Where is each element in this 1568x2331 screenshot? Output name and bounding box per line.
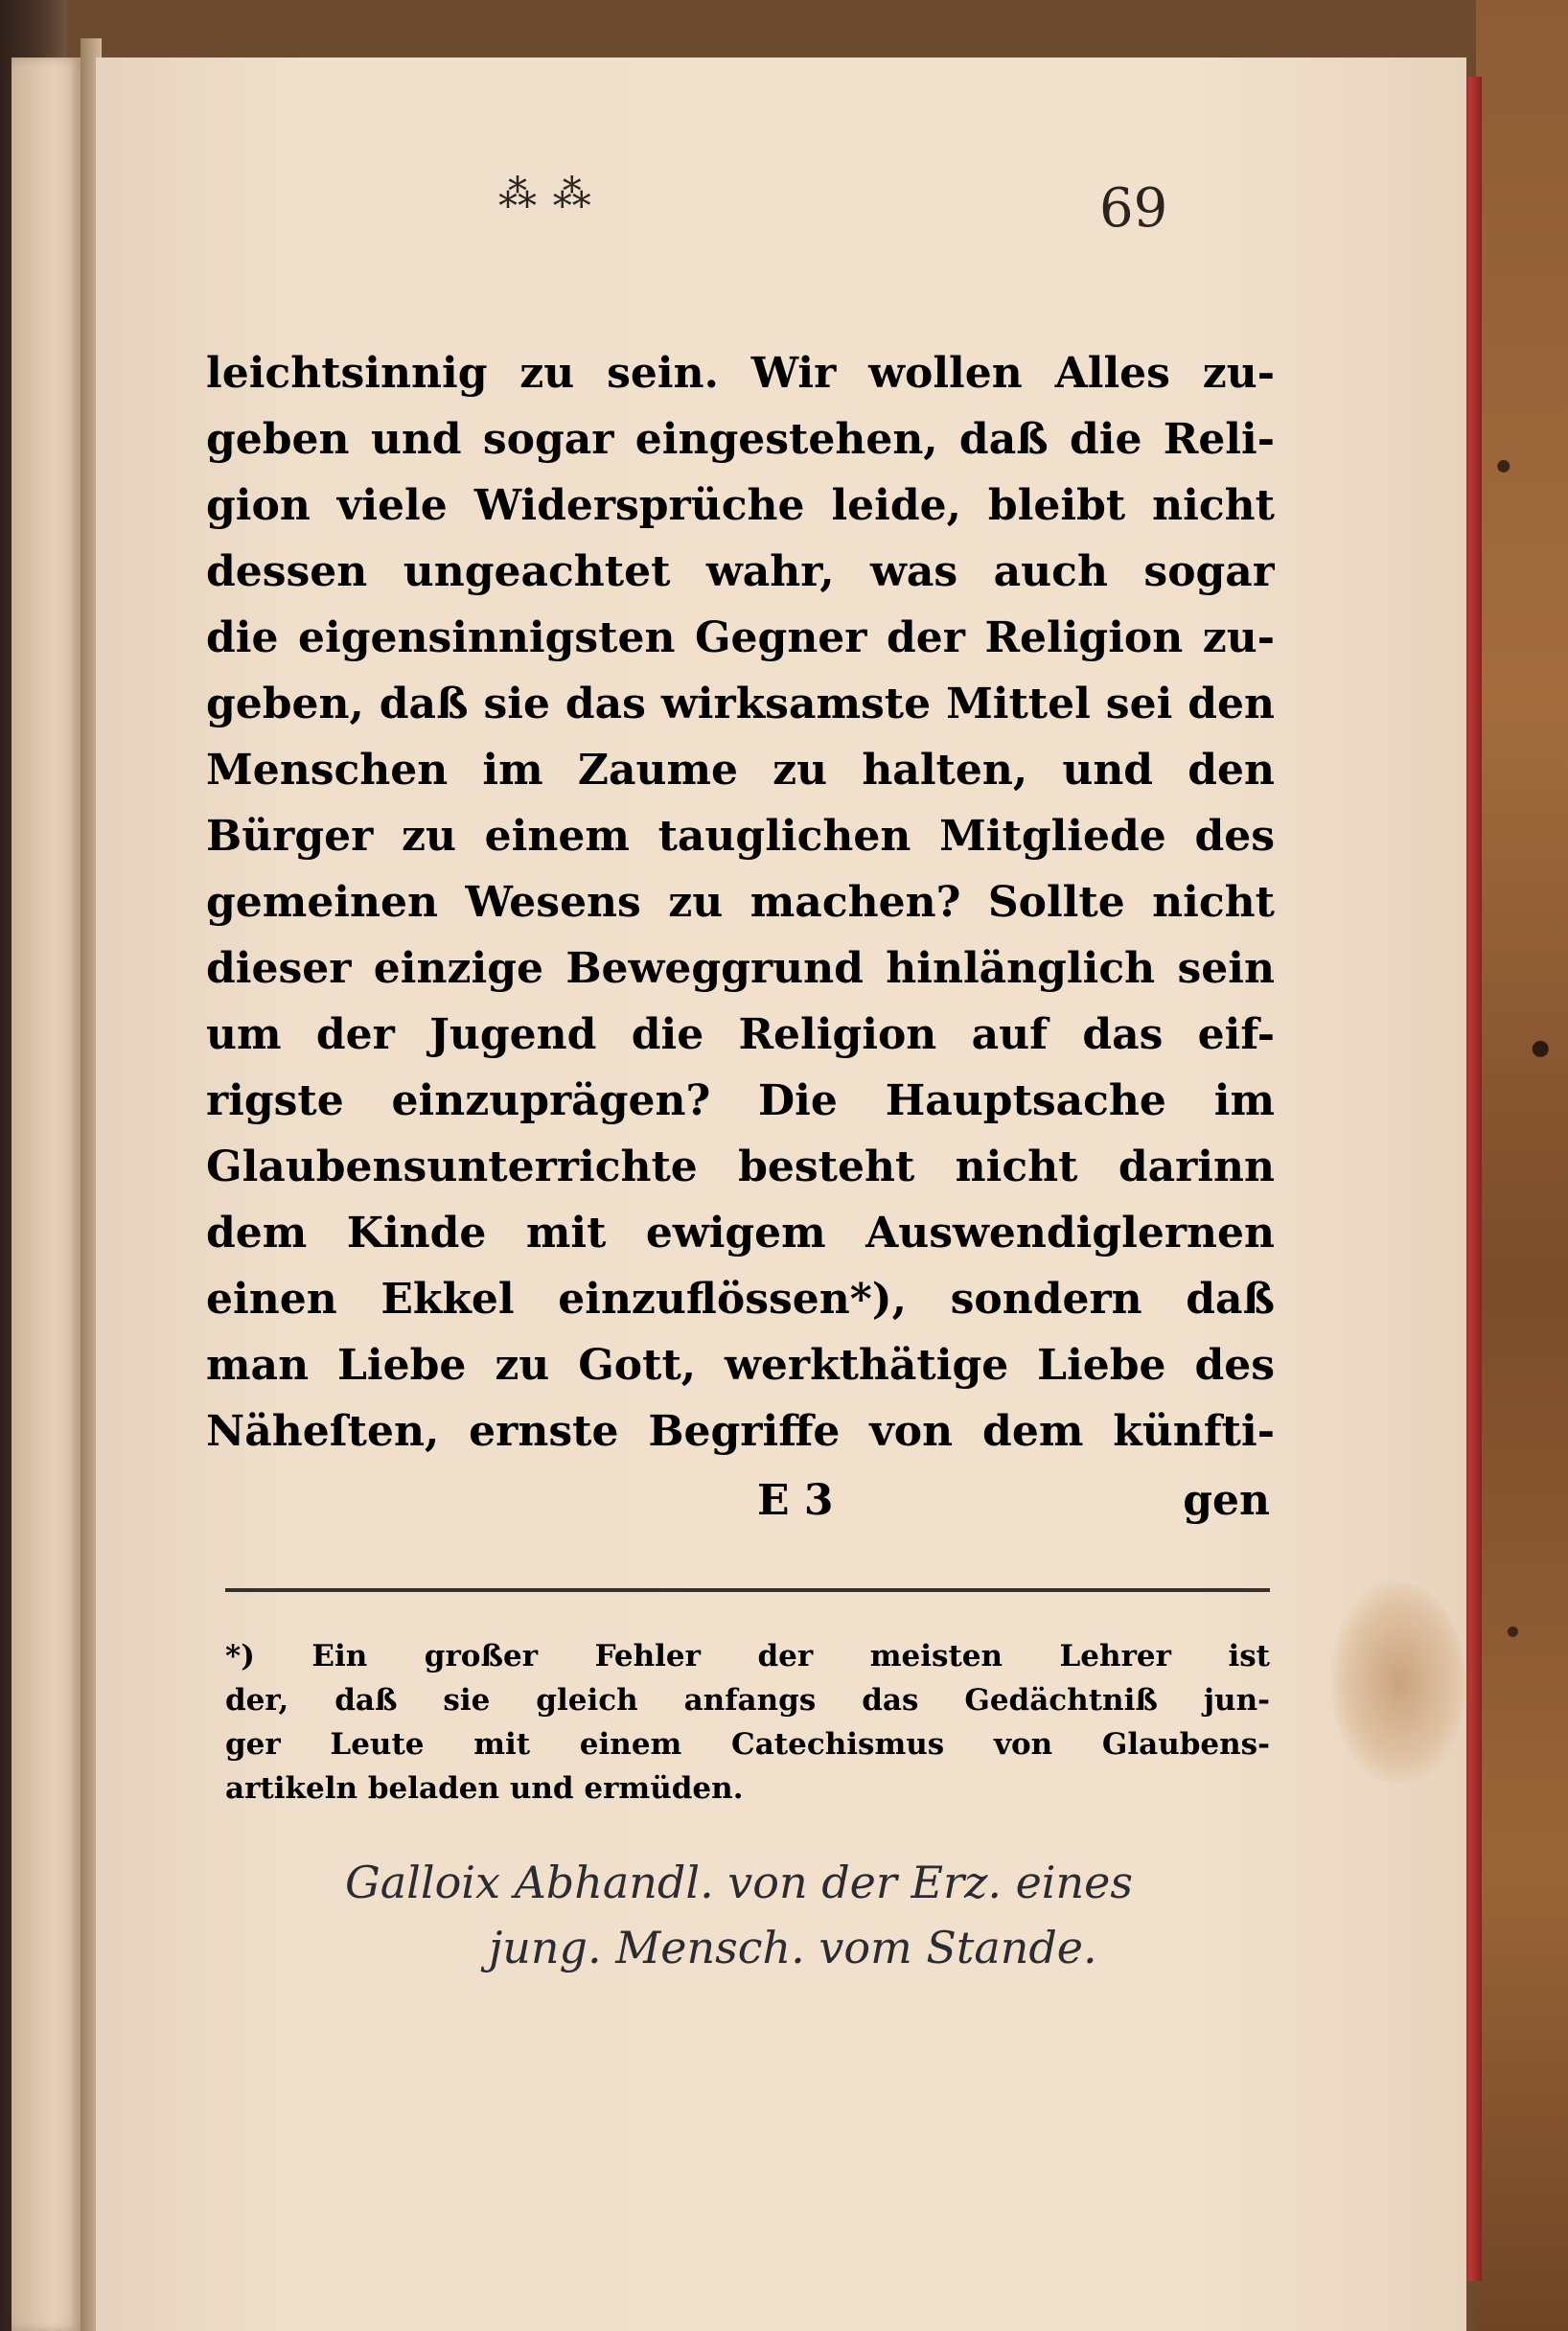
right-cover-marbled <box>1476 0 1568 2331</box>
left-page-edge <box>12 58 81 2331</box>
text-line: die eigensinnigsten Gegner der Religion zu- <box>206 613 1275 662</box>
text-line: gion viele Widersprüche leide, bleibt nicht <box>206 481 1275 530</box>
text-line: geben und sogar eingestehen, daß die Reli- <box>206 415 1275 464</box>
handwritten-line: jung. Mensch. vom Stande. <box>489 1922 1097 1973</box>
text-line: dessen ungeachtet wahr, was auch sogar <box>206 547 1275 596</box>
text-line: Bürger zu einem tauglichen Mitgliede des <box>206 812 1275 861</box>
footnote-line: der, daß sie gleich anfangs das Gedächtniß jun- <box>225 1683 1270 1718</box>
text-line: Näheſten, ernste Begriffe von dem künfti- <box>206 1407 1275 1456</box>
handwritten-line: Galloix Abhandl. von der Erz. eines <box>345 1857 1133 1908</box>
text-line: einen Ekkel einzuflössen*), sondern daß <box>206 1275 1275 1324</box>
water-stain <box>1332 1581 1466 1783</box>
footnote-line: artikeln beladen und ermüden. <box>225 1771 744 1806</box>
catchword: gen <box>1183 1476 1270 1525</box>
text-line: gemeinen Wesens zu machen? Sollte nicht <box>206 878 1275 927</box>
page-number: 69 <box>1099 177 1168 240</box>
signature-mark: E 3 <box>757 1476 834 1525</box>
handwritten-note <box>345 1850 1303 1980</box>
text-line: Menschen im Zaume zu halten, und den <box>206 746 1275 795</box>
text-line: um der Jugend die Religion auf das eif- <box>206 1010 1275 1059</box>
text-line: man Liebe zu Gott, werkthätige Liebe des <box>206 1341 1275 1390</box>
text-line: rigste einzuprägen? Die Hauptsache im <box>206 1076 1275 1125</box>
body-text <box>206 340 1275 1465</box>
header-ornament: ⁂ ⁂ <box>498 173 593 217</box>
footnote-line: ger Leute mit einem Catechismus von Glaubens- <box>225 1727 1270 1762</box>
text-line: dieser einzige Beweggrund hinlänglich sein <box>206 944 1275 993</box>
text-line: leichtsinnig zu sein. Wir wollen Alles zu- <box>206 349 1275 398</box>
footnote-rule <box>225 1588 1270 1592</box>
text-line: geben, daß sie das wirksamste Mittel sei den <box>206 680 1275 728</box>
footnote-line: *) Ein großer Fehler der meisten Lehrer ist <box>225 1639 1270 1673</box>
catchword-row <box>206 1476 1275 1534</box>
text-line: dem Kinde mit ewigem Auswendiglernen <box>206 1209 1275 1258</box>
footnote <box>225 1634 1270 1811</box>
text-line: Glaubensunterrichte besteht nicht darinn <box>206 1142 1275 1191</box>
